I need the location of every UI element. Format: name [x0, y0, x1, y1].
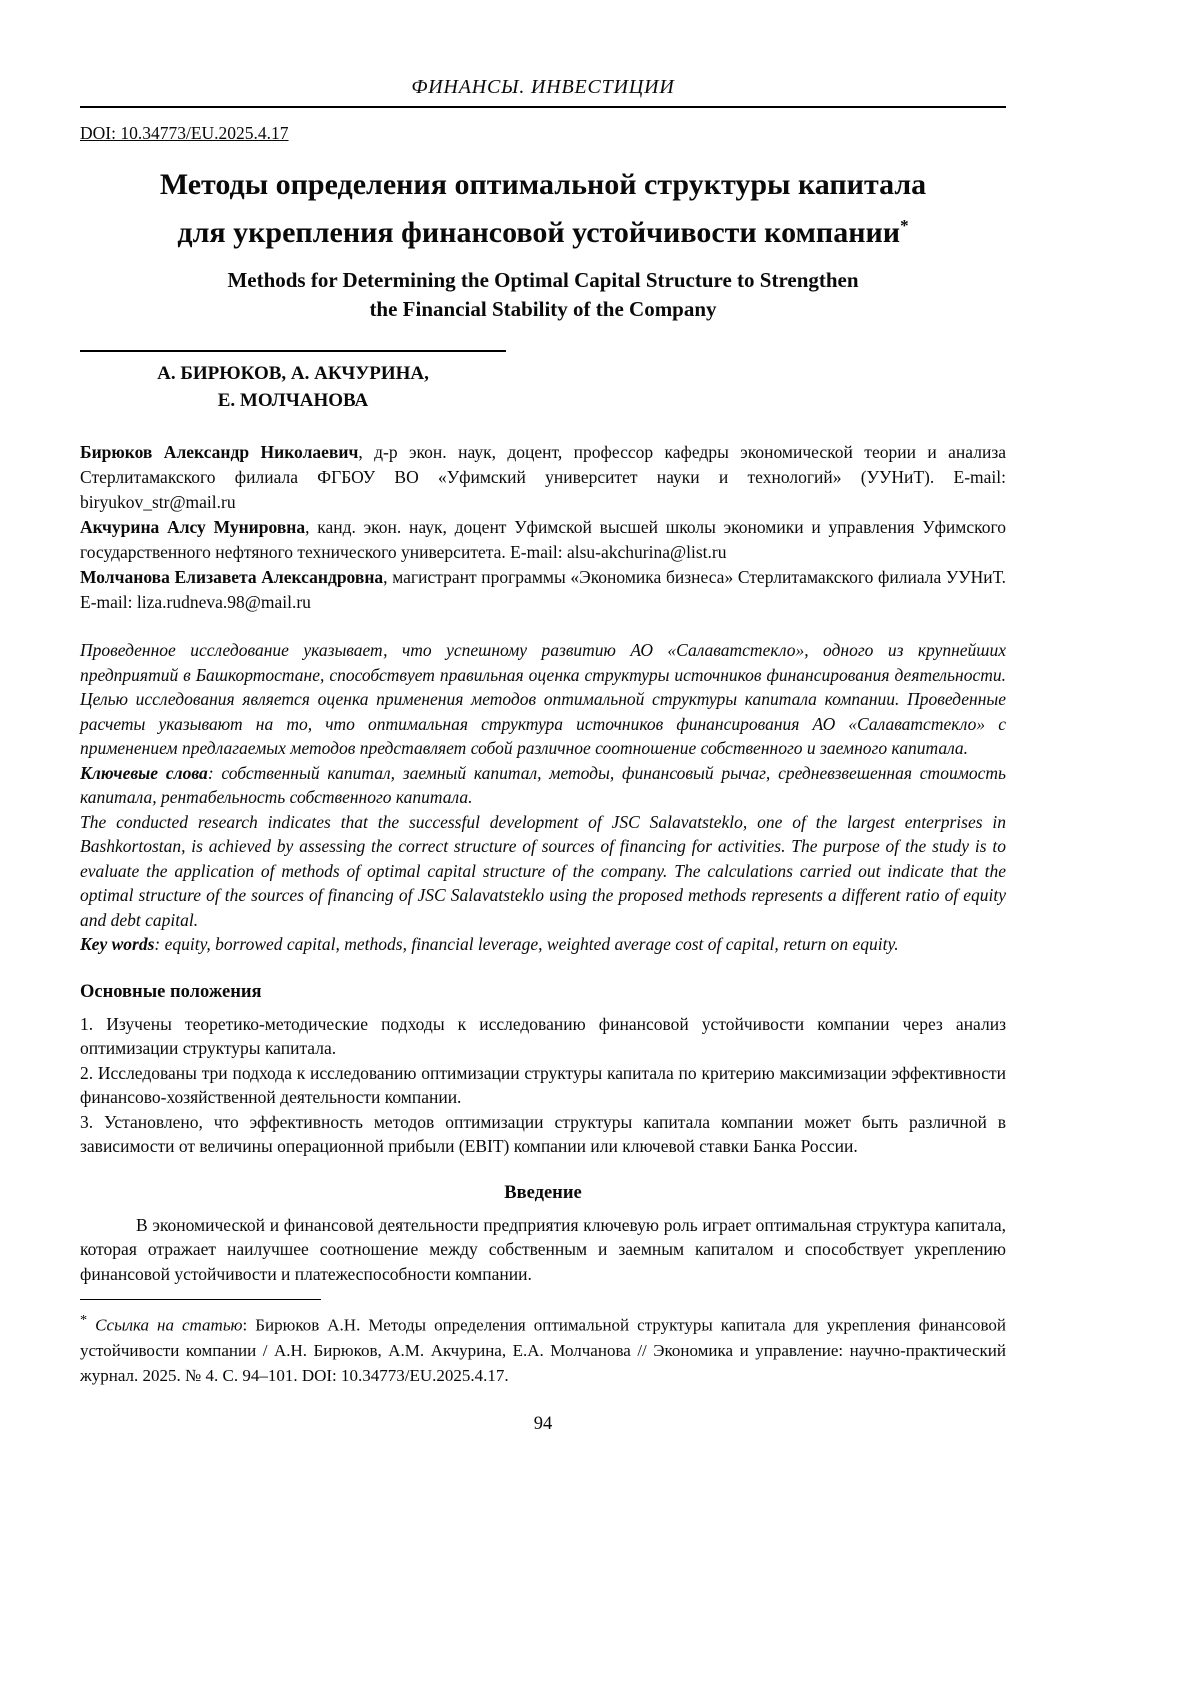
author-name: Бирюков Александр Николаевич — [80, 442, 359, 462]
authors-block — [80, 350, 506, 414]
footnote-label: Ссылка на статью — [95, 1315, 243, 1335]
title-en-line1: Methods for Determining the Optimal Capital Structure to Strengthen — [227, 268, 859, 292]
highlights-heading: Основные положения — [80, 981, 262, 1002]
footnote-text — [80, 1308, 1006, 1388]
authors-line2: Е. МОЛЧАНОВА — [217, 390, 369, 411]
footnote — [80, 1299, 1006, 1388]
title-ru-line2 — [80, 205, 1006, 253]
article-title-ru — [80, 164, 1006, 253]
highlight-item-2: 2. Исследованы три подхода к исследованию оптимизации структуры капитала по критерию максимизации эффективности финансово-хозяйственной деятельности компании. — [80, 1062, 1006, 1107]
title-footnote-marker: * — [900, 216, 909, 235]
running-head: ФИНАНСЫ. ИНВЕСТИЦИИ — [411, 76, 675, 98]
doi: DOI: 10.34773/EU.2025.4.17 — [80, 123, 289, 143]
highlight-item-3: 3. Установлено, что эффективность методов оптимизации структуры капитала компании может быть различной в зависимости от величины операционной прибыли (EBIT) компании или ключевой ставки Банка России. — [80, 1111, 1006, 1156]
keywords-ru — [80, 761, 1006, 810]
author-bio-text: , магистрант программы «Экономика бизнеса» Стерлитамакского филиала УУНиТ. E-mail: liza.rudneva.98@mail.ru — [80, 567, 1006, 612]
header-divider — [80, 106, 1006, 108]
abstract-en: The conducted research indicates that the successful development of JSC Salavatsteklo, one of the largest enterprises in Bashkortostan, is achieved by assessing the correct structure of sources of financing for activities. The purpose of the study is to evaluate the application of methods of optimal capital structure of the company. The calculations carried out indicate that the optimal structure of the sources of financing of JSC Salavatsteklo using the proposed methods represents a different ratio of equity and debt capital. — [80, 811, 1006, 930]
title-en-line2: the Financial Stability of the Company — [369, 297, 717, 321]
keywords-ru-text: : собственный капитал, заемный капитал, методы, финансовый рычаг, средневзвешенная стоимость капитала, рентабельность собственного капитала. — [80, 762, 1006, 807]
footnote-citation: : Бирюков А.Н. Методы определения оптимальной структуры капитала для укрепления финансовой устойчивости компании / А.Н. Бирюков, А.М. Акчурина, Е.А. Молчанова // Экономика и управление: научно-практический журнал. 2025. № 4. С. 94–101. DOI: 10.34773/EU.2025.4.17. — [80, 1315, 1007, 1385]
author-bio-text: , канд. экон. наук, доцент Уфимской высшей школы экономики и управления Уфимского государственного нефтяного технического университета. E-mail: alsu-akchurina@list.ru — [80, 517, 1006, 562]
title-ru-line1: Методы определения оптимальной структуры капитала — [159, 168, 927, 201]
article-title-en — [80, 266, 1006, 324]
page-content — [80, 0, 1006, 1435]
footnote-divider — [80, 1299, 321, 1300]
author-bio-biryukov — [80, 440, 1006, 515]
footnote-marker: * — [80, 1312, 88, 1328]
author-bio-molchanova — [80, 565, 1006, 615]
title-ru-line2-text: для укрепления финансовой устойчивости компании — [177, 216, 901, 249]
author-name: Молчанова Елизавета Александровна — [80, 567, 384, 587]
keywords-ru-label: Ключевые слова — [80, 762, 208, 783]
page-number: 94 — [533, 1413, 553, 1434]
author-bio-text: , д-р экон. наук, доцент, профессор кафедры экономической теории и анализа Стерлитамакского филиала ФГБОУ ВО «Уфимский университет науки и технологий» (УУНиТ). E-mail: biryukov_str@mail.ru — [80, 442, 1006, 512]
author-name: Акчурина Алсу Мунировна — [80, 517, 306, 537]
keywords-en — [80, 932, 1006, 957]
author-bio-akchurina — [80, 515, 1006, 565]
introduction-heading: Введение — [504, 1182, 582, 1203]
keywords-en-text: : equity, borrowed capital, methods, financial leverage, weighted average cost of capital, return on equity. — [154, 934, 899, 954]
abstract-ru: Проведенное исследование указывает, что успешному развитию АО «Салаватстекло», одного из крупнейших предприятий в Башкортостане, способствует правильная оценка структуры источников финансирования деятельности. Целью исследования является оценка применения методов оптимальной структуры капитала компании. Проведенные расчеты указывают на то, что оптимальная структура источников финансирования АО «Салаватстекло» с применением предлагаемых методов представляет собой различное соотношение собственного и заемного капитала. — [80, 640, 1006, 758]
highlight-item-1: 1. Изучены теоретико-методические подходы к исследованию финансовой устойчивости компании через анализ оптимизации структуры капитала. — [80, 1013, 1006, 1058]
introduction-paragraph: В экономической и финансовой деятельности предприятия ключевую роль играет оптимальная структура капитала, которая отражает наилучшее соотношение между собственным и заемным капиталом и способствует укреплению финансовой устойчивости и платежеспособности компании. — [80, 1214, 1006, 1284]
authors-line1: А. БИРЮКОВ, А. АКЧУРИНА, — [157, 363, 429, 384]
keywords-en-label: Key words — [80, 934, 155, 954]
author-bios — [80, 440, 1006, 615]
abstract-block — [80, 638, 1006, 957]
